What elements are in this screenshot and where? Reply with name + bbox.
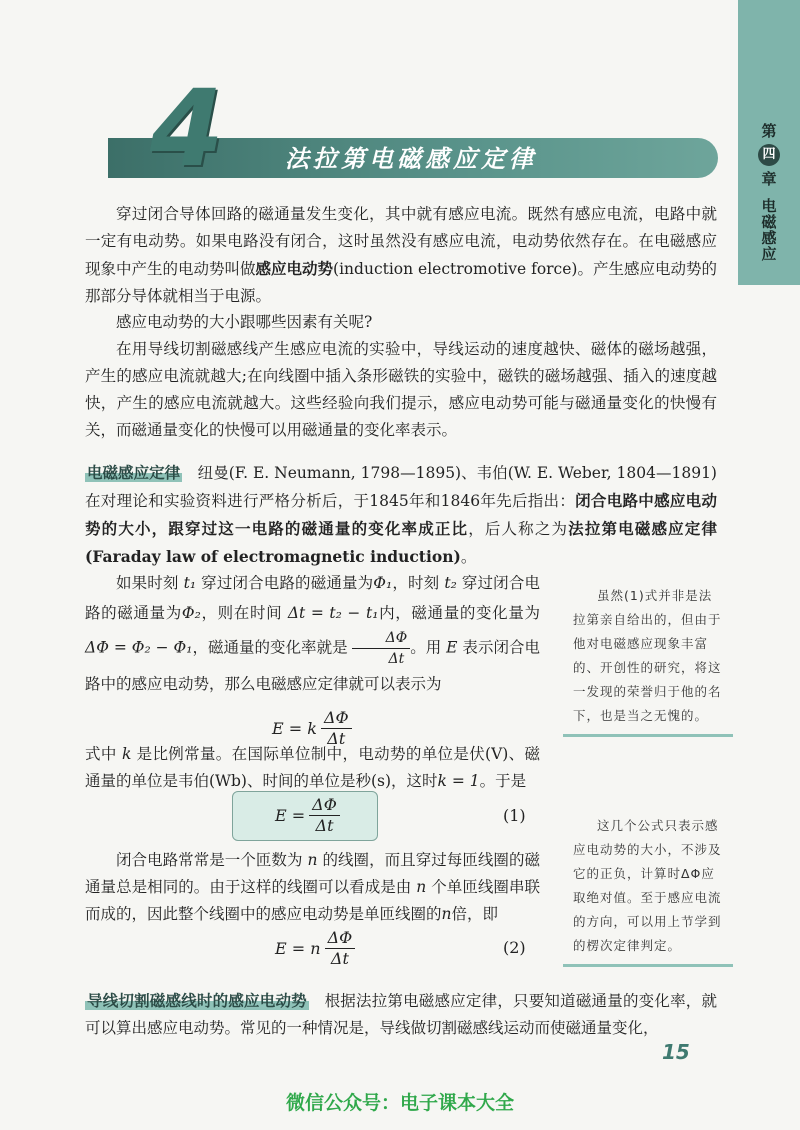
side-note-1: 虽然(1)式并非是法拉第亲自给出的，但由于他对电磁感应现象丰富的、开创性的研究，将这一发现的荣誉归于他的名下，也是当之无愧的。	[563, 578, 733, 737]
cutting-paragraph: 导线切割磁感线时的感应电动势 根据法拉第电磁感应定律，只要知道磁通量的变化率，就可以算出感应电动势。常见的一种情况是，导线做切割磁感线运动而使磁通量变化，	[85, 992, 717, 1037]
intro-paragraph: 穿过闭合导体回路的磁通量发生变化，其中就有感应电流。既然有感应电流，电路中就一定有电动势。如果电路没有闭合，这时虽然没有感应电流，电动势依然存在。在电磁感应现象中产生的电动势叫做感应电动势(induction electromotive force)。产生感应电动势的那部分导体就相当于电源。	[85, 205, 717, 305]
chapter-number-badge: 四	[758, 144, 780, 166]
equation-number-1: (1)	[503, 806, 526, 825]
watermark-text: 微信公众号：电子课本大全	[285, 1092, 514, 1114]
question-paragraph: 感应电动势的大小跟哪些因素有关呢?	[116, 313, 373, 331]
heading-faraday-law: 电磁感应定律	[87, 464, 181, 482]
coil-paragraph: 闭合电路常常是一个匝数为 n 的线圈，而且穿过每匝线圈的磁通量总是相同的。由于这样的线圈可以看成是由 n 个单匝线圈串联而成的，因此整个线圈中的感应电动势是单匝线圈的n倍，即	[85, 851, 540, 923]
law-paragraph: 电磁感应定律 纽曼(F. E. Neumann, 1798—1895)、韦伯(W. E. Weber, 1804—1891)在对理论和实验资料进行严格分析后，于1845年和1846年先后指出：闭合电路中感应电动势的大小，跟穿过这一电路的磁通量的变化率成正比，后人称之为法拉第电磁感应定律(Faraday law of electromagnetic induction)。	[85, 464, 717, 566]
formula-proportional: E = k $\frac{\Delta\Phi}{\Delta t}$	[272, 708, 352, 749]
experiment-paragraph: 在用导线切割磁感线产生感应电流的实验中，导线运动的速度越快、磁体的磁场越强，产生的感应电流就越大;在向线圈中插入条形磁铁的实验中，磁铁的磁场越强、插入的速度越快，产生的感应电流就越大。这些经验向我们提示，感应电动势可能与磁通量变化的快慢有关，而磁通量变化的快慢可以用磁通量的变化率表示。	[85, 340, 717, 439]
side-note-2: 这几个公式只表示感应电动势的大小，不涉及它的正负，计算时ΔΦ应取绝对值。至于感应电流的方向，可以用上节学到的楞次定律判定。	[563, 808, 733, 967]
formula-1: E = $\frac{\Delta\Phi}{\Delta t}$	[275, 795, 340, 836]
formula-2: E = n $\frac{\Delta\Phi}{\Delta t}$	[275, 928, 355, 969]
term-emf: 感应电动势	[255, 259, 334, 278]
section-number: 4	[150, 67, 224, 190]
chapter-tab-top: 第	[761, 122, 777, 140]
chapter-tab-title: 电磁感应	[759, 198, 778, 262]
definition-paragraph: 如果时刻 t₁ 穿过闭合电路的磁通量为Φ₁，时刻 t₂ 穿过闭合电路的磁通量为Φ₂，则在时间 Δt = t₂ − t₁内，磁通量的变化量为ΔΦ = Φ₂ − Φ₁，磁通量的变化率就是 $\frac{\Delta\Phi}{\Delta t}$ 。用 E 表示闭合电路中的感应电动势，那么电磁感应定律就可以表示为	[85, 574, 540, 693]
units-paragraph: 式中 k 是比例常量。在国际单位制中，电动势的单位是伏(V)、磁通量的单位是韦伯(Wb)、时间的单位是秒(s)，这时k = 1。于是	[85, 745, 541, 790]
heading-motional-emf: 导线切割磁感线时的感应电动势	[87, 992, 307, 1010]
chapter-tab	[738, 0, 800, 285]
page-number: 15	[662, 1040, 690, 1064]
section-title: 法拉第电磁感应定律	[285, 145, 537, 173]
equation-number-2: (2)	[503, 938, 526, 957]
chapter-tab-bottom: 章	[761, 170, 777, 188]
